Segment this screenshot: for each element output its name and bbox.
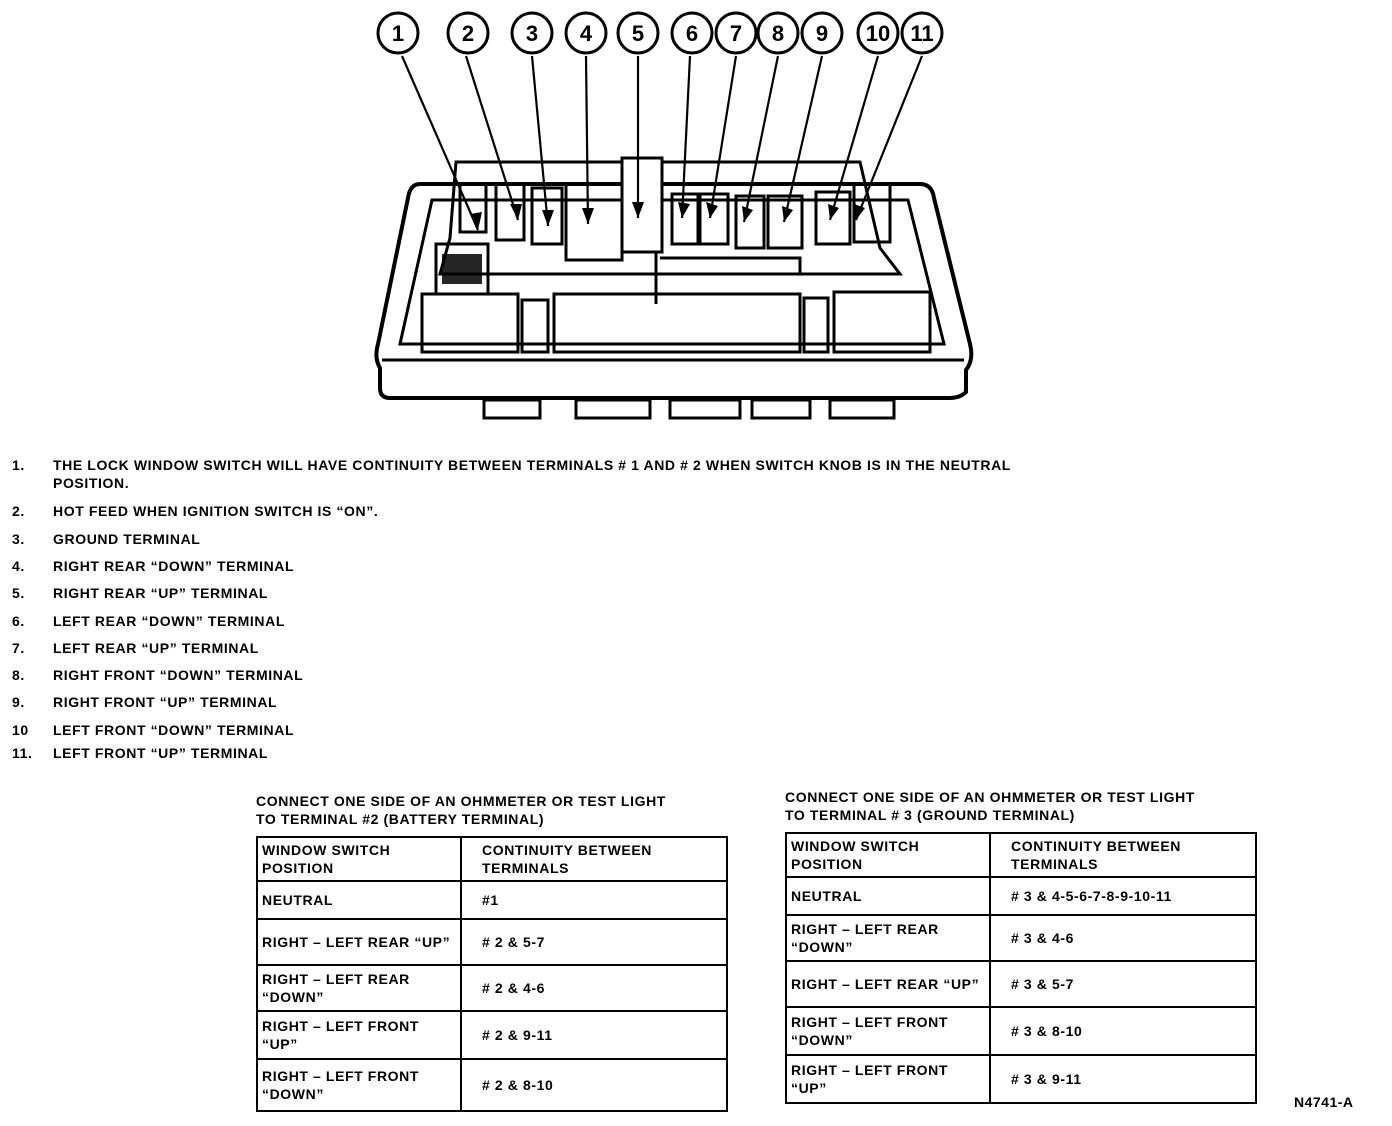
svg-text:3: 3 bbox=[525, 21, 539, 46]
callout-7 bbox=[716, 13, 756, 53]
svg-text:2: 2 bbox=[461, 21, 475, 46]
ground-test-caption: CONNECT ONE SIDE OF AN OHMMETER OR TEST LIGHT TO TERMINAL # 3 (GROUND TERMINAL) bbox=[785, 789, 1195, 823]
legend-number: 3. bbox=[12, 531, 25, 547]
table-header-row bbox=[257, 837, 727, 881]
svg-text:8: 8 bbox=[771, 21, 785, 46]
legend-text: LEFT FRONT “UP” TERMINAL bbox=[53, 745, 269, 761]
callout-6 bbox=[672, 13, 712, 53]
window-switch-diagram bbox=[360, 8, 990, 428]
callout-1 bbox=[378, 13, 418, 53]
table-row: RIGHT – LEFT REAR “UP” # 2 & 5-7 bbox=[257, 919, 727, 965]
legend-text: THE LOCK WINDOW SWITCH WILL HAVE CONTINUITY BETWEEN TERMINALS # 1 AND # 2 WHEN SWITCH KNOB IS IN THE NEUTRAL POSITION. bbox=[53, 457, 1011, 491]
table-header-row bbox=[786, 833, 1256, 877]
callout-11 bbox=[902, 13, 942, 53]
ground-terminal-test bbox=[785, 788, 1257, 1104]
legend-text: LEFT REAR “UP” TERMINAL bbox=[53, 640, 259, 656]
arrowheads bbox=[470, 202, 865, 230]
battery-terminal-test bbox=[256, 792, 728, 1112]
table-row: NEUTRAL # 3 & 4-5-6-7-8-9-10-11 bbox=[786, 877, 1256, 915]
legend-item-1 bbox=[0, 456, 1100, 496]
svg-text:10: 10 bbox=[865, 21, 891, 46]
callout-2 bbox=[448, 13, 488, 53]
legend-number: 5. bbox=[12, 585, 25, 601]
callout-9 bbox=[802, 13, 842, 53]
ground-continuity-table bbox=[785, 832, 1257, 1104]
callout-4 bbox=[566, 13, 606, 53]
legend-number: 10 bbox=[12, 722, 29, 738]
header-continuity: CONTINUITY BETWEEN TERMINALS bbox=[990, 833, 1256, 877]
legend-number: 6. bbox=[12, 613, 25, 629]
callout-3 bbox=[512, 13, 552, 53]
legend-number: 2. bbox=[12, 503, 25, 519]
header-switch-position: WINDOW SWITCH POSITION bbox=[257, 837, 461, 881]
legend-text: RIGHT FRONT “DOWN” TERMINAL bbox=[53, 667, 304, 683]
svg-text:1: 1 bbox=[391, 21, 405, 46]
table-row: NEUTRAL #1 bbox=[257, 881, 727, 919]
table-row: RIGHT – LEFT REAR “DOWN” # 3 & 4-6 bbox=[786, 915, 1256, 961]
svg-text:4: 4 bbox=[579, 21, 593, 46]
svg-text:6: 6 bbox=[685, 21, 699, 46]
figure-id: N4741-A bbox=[1294, 1094, 1354, 1110]
table-row: RIGHT – LEFT FRONT “UP” # 2 & 9-11 bbox=[257, 1011, 727, 1059]
legend-text: GROUND TERMINAL bbox=[53, 531, 201, 547]
legend-number: 8. bbox=[12, 667, 25, 683]
legend-text: RIGHT FRONT “UP” TERMINAL bbox=[53, 694, 278, 710]
table-row: RIGHT – LEFT REAR “UP” # 3 & 5-7 bbox=[786, 961, 1256, 1007]
legend-number: 4. bbox=[12, 558, 25, 574]
legend-number: 1. bbox=[12, 457, 25, 473]
legend-number: 9. bbox=[12, 694, 25, 710]
legend-text: RIGHT REAR “DOWN” TERMINAL bbox=[53, 558, 295, 574]
svg-text:9: 9 bbox=[815, 21, 829, 46]
svg-text:11: 11 bbox=[910, 21, 934, 46]
table-row: RIGHT – LEFT FRONT “UP” # 3 & 9-11 bbox=[786, 1055, 1256, 1103]
legend-number: 11. bbox=[12, 745, 33, 761]
legend-text: HOT FEED WHEN IGNITION SWITCH IS “ON”. bbox=[53, 503, 379, 519]
legend-text: LEFT REAR “DOWN” TERMINAL bbox=[53, 613, 285, 629]
header-continuity: CONTINUITY BETWEEN TERMINALS bbox=[461, 837, 727, 881]
header-switch-position: WINDOW SWITCH POSITION bbox=[786, 833, 990, 877]
table-row: RIGHT – LEFT FRONT “DOWN” # 2 & 8-10 bbox=[257, 1059, 727, 1111]
svg-text:7: 7 bbox=[729, 21, 743, 46]
switch-housing bbox=[376, 158, 971, 418]
battery-test-caption: CONNECT ONE SIDE OF AN OHMMETER OR TEST LIGHT TO TERMINAL #2 (BATTERY TERMINAL) bbox=[256, 793, 666, 827]
legend-text: LEFT FRONT “DOWN” TERMINAL bbox=[53, 722, 295, 738]
battery-continuity-table bbox=[256, 836, 728, 1112]
callout-8 bbox=[758, 13, 798, 53]
legend-text: RIGHT REAR “UP” TERMINAL bbox=[53, 585, 269, 601]
svg-text:5: 5 bbox=[631, 21, 645, 46]
callout-5 bbox=[618, 13, 658, 53]
table-row: RIGHT – LEFT REAR “DOWN” # 2 & 4-6 bbox=[257, 965, 727, 1011]
callout-10 bbox=[858, 13, 898, 53]
table-row: RIGHT – LEFT FRONT “DOWN” # 3 & 8-10 bbox=[786, 1007, 1256, 1055]
legend-number: 7. bbox=[12, 640, 25, 656]
